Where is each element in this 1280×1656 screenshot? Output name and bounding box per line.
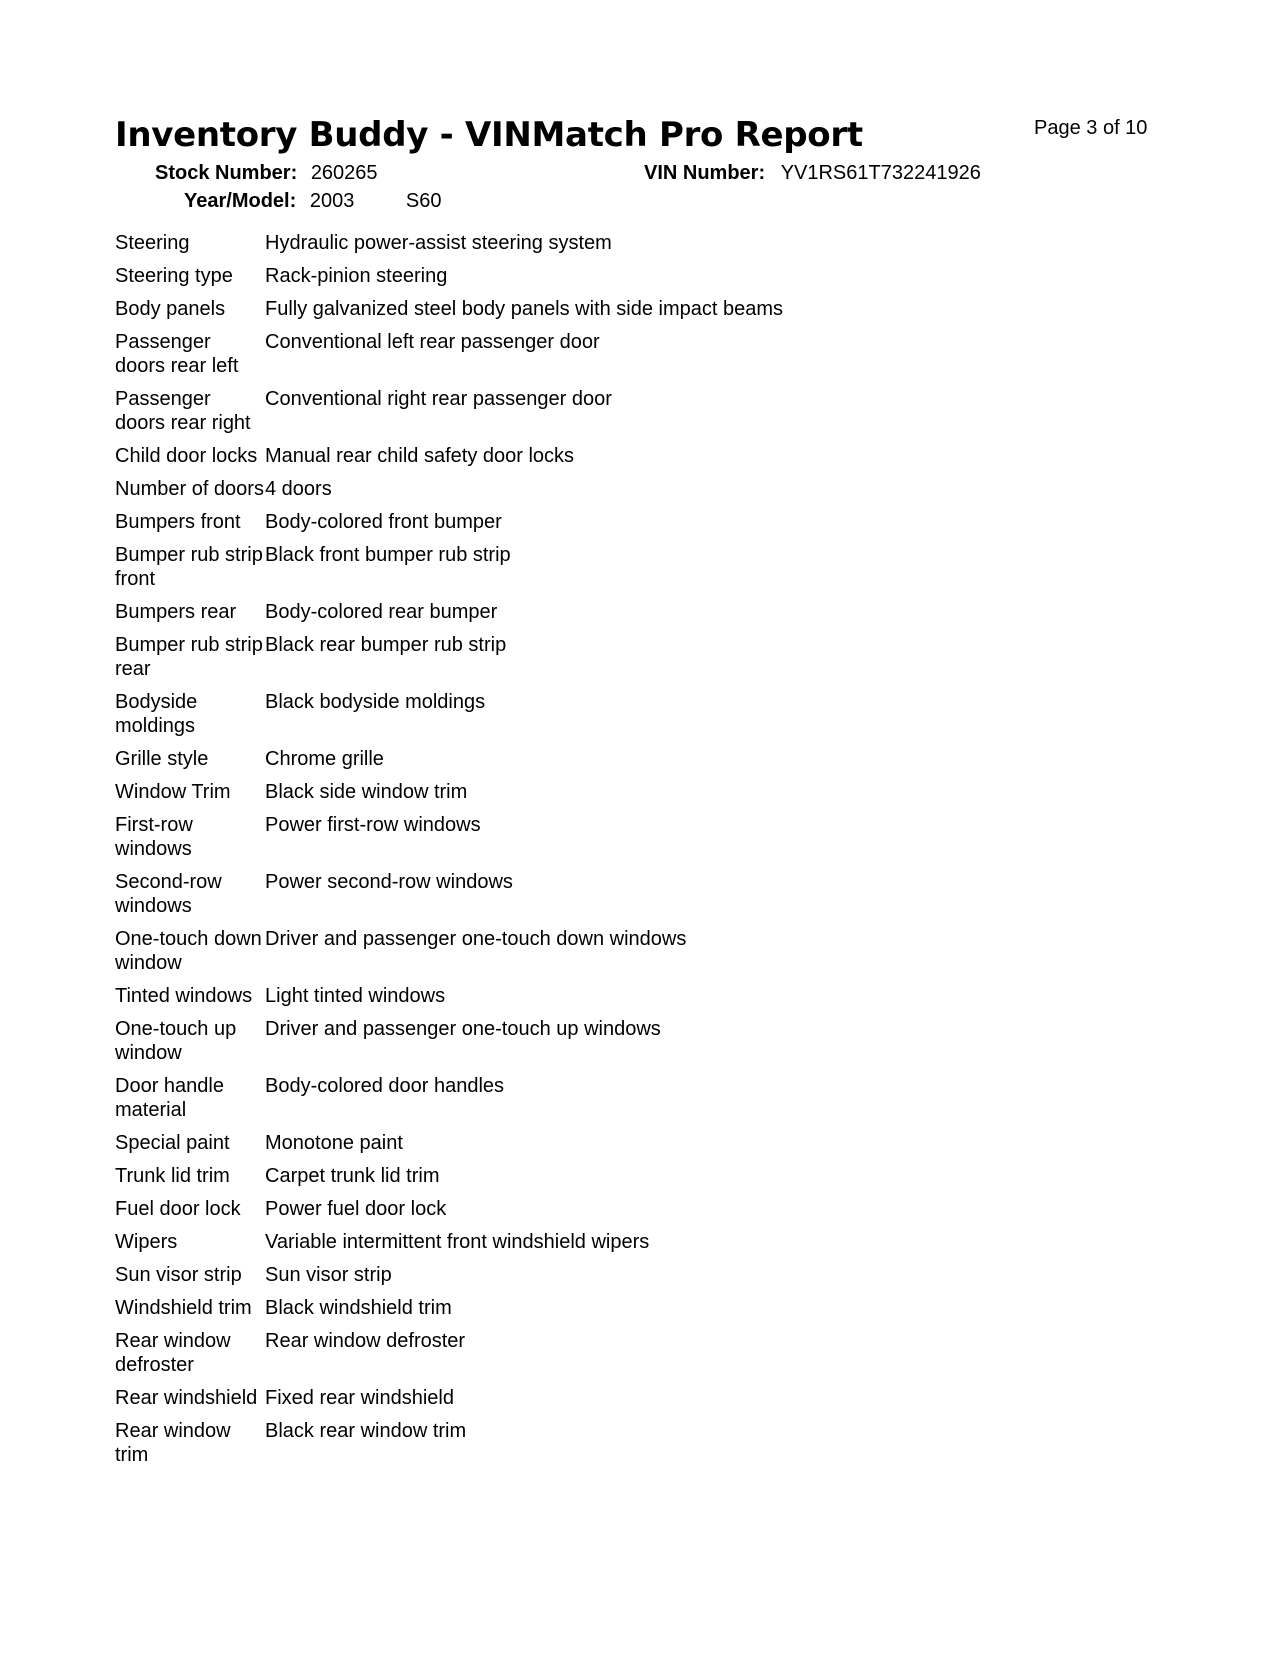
spec-value: Hydraulic power-assist steering system bbox=[265, 232, 612, 254]
spec-name: Bumper rub strip front bbox=[115, 544, 263, 590]
spec-row bbox=[115, 543, 1095, 600]
spec-row bbox=[115, 510, 1095, 543]
spec-row bbox=[115, 1386, 1095, 1419]
spec-row bbox=[115, 780, 1095, 813]
year-model-row bbox=[184, 190, 441, 213]
model-value: S60 bbox=[405, 190, 442, 212]
spec-name: Tinted windows bbox=[115, 985, 253, 1007]
spec-name: Special paint bbox=[115, 1132, 230, 1154]
spec-value: Monotone paint bbox=[265, 1132, 403, 1154]
spec-table-body bbox=[115, 231, 1095, 1476]
spec-name: Fuel door lock bbox=[115, 1198, 241, 1220]
spec-name: Second-row windows bbox=[115, 871, 222, 917]
spec-name: Sun visor strip bbox=[115, 1264, 242, 1286]
spec-name: First-row windows bbox=[115, 814, 193, 860]
vin-number-label: VIN Number: bbox=[644, 162, 766, 184]
spec-name: Rear windshield bbox=[115, 1387, 258, 1409]
spec-value: Black bodyside moldings bbox=[265, 691, 486, 713]
spec-row bbox=[115, 927, 1095, 984]
stock-number-label: Stock Number: bbox=[155, 162, 298, 184]
page-number: Page 3 of 10 bbox=[1034, 117, 1148, 139]
spec-value: Conventional right rear passenger door bbox=[265, 388, 612, 410]
spec-value: Conventional left rear passenger door bbox=[265, 331, 600, 353]
spec-row bbox=[115, 444, 1095, 477]
spec-row bbox=[115, 1164, 1095, 1197]
spec-name: Wipers bbox=[115, 1231, 178, 1253]
spec-row bbox=[115, 297, 1095, 330]
stock-number-row bbox=[155, 162, 378, 185]
spec-row bbox=[115, 1263, 1095, 1296]
spec-value: Manual rear child safety door locks bbox=[265, 445, 575, 467]
spec-row bbox=[115, 477, 1095, 510]
spec-name: Bumpers rear bbox=[115, 601, 237, 623]
spec-name: Passenger doors rear left bbox=[115, 331, 239, 377]
spec-name: Window Trim bbox=[115, 781, 231, 803]
spec-row bbox=[115, 1197, 1095, 1230]
spec-name: Child door locks bbox=[115, 445, 258, 467]
spec-row bbox=[115, 690, 1095, 747]
spec-value: Body-colored door handles bbox=[265, 1075, 505, 1097]
spec-name: Bumpers front bbox=[115, 511, 241, 533]
spec-value: Sun visor strip bbox=[265, 1264, 392, 1286]
spec-value: Driver and passenger one-touch down windows bbox=[265, 928, 687, 950]
spec-value: Light tinted windows bbox=[265, 985, 446, 1007]
stock-number-value: 260265 bbox=[310, 162, 378, 184]
spec-value: Driver and passenger one-touch up windows bbox=[265, 1018, 661, 1040]
spec-name: Steering bbox=[115, 232, 190, 254]
spec-value: Power second-row windows bbox=[265, 871, 513, 893]
spec-name: One-touch up window bbox=[115, 1018, 237, 1064]
spec-value: Carpet trunk lid trim bbox=[265, 1165, 440, 1187]
spec-row bbox=[115, 1017, 1095, 1074]
spec-table bbox=[115, 231, 1095, 1476]
spec-value: Variable intermittent front windshield wipers bbox=[265, 1231, 650, 1253]
spec-name: Steering type bbox=[115, 265, 233, 287]
spec-name: Door handle material bbox=[115, 1075, 224, 1121]
spec-row bbox=[115, 1329, 1095, 1386]
spec-row bbox=[115, 747, 1095, 780]
spec-value: Black front bumper rub strip bbox=[265, 544, 511, 566]
spec-row bbox=[115, 1074, 1095, 1131]
spec-row bbox=[115, 1296, 1095, 1329]
spec-value: Body-colored front bumper bbox=[265, 511, 502, 533]
spec-name: Trunk lid trim bbox=[115, 1165, 230, 1187]
spec-name: Bodyside moldings bbox=[115, 691, 198, 737]
spec-row bbox=[115, 633, 1095, 690]
spec-value: Fixed rear windshield bbox=[265, 1387, 454, 1409]
spec-name: Body panels bbox=[115, 298, 226, 320]
spec-value: Black side window trim bbox=[265, 781, 468, 803]
spec-row bbox=[115, 870, 1095, 927]
spec-value: Rear window defroster bbox=[265, 1330, 466, 1352]
spec-row bbox=[115, 231, 1095, 264]
spec-name: Passenger doors rear right bbox=[115, 388, 251, 434]
year-model-label: Year/Model: bbox=[184, 190, 297, 212]
spec-row bbox=[115, 1419, 1095, 1476]
spec-value: 4 doors bbox=[265, 478, 332, 500]
spec-name: Rear window defroster bbox=[115, 1330, 231, 1376]
spec-name: Rear window trim bbox=[115, 1420, 231, 1466]
spec-row bbox=[115, 984, 1095, 1017]
spec-row bbox=[115, 1230, 1095, 1263]
spec-value: Power fuel door lock bbox=[265, 1198, 447, 1220]
spec-name: Bumper rub strip rear bbox=[115, 634, 263, 680]
spec-value: Black rear window trim bbox=[265, 1420, 467, 1442]
spec-name: Number of doors bbox=[115, 478, 264, 500]
spec-row bbox=[115, 1131, 1095, 1164]
spec-row bbox=[115, 330, 1095, 387]
spec-value: Body-colored rear bumper bbox=[265, 601, 498, 623]
spec-name: Grille style bbox=[115, 748, 209, 770]
year-value: 2003 bbox=[309, 190, 355, 212]
spec-value: Rack-pinion steering bbox=[265, 265, 448, 287]
spec-row bbox=[115, 813, 1095, 870]
vin-number-value: YV1RS61T732241926 bbox=[780, 162, 981, 184]
vin-number-row bbox=[644, 162, 981, 185]
spec-name: One-touch down window bbox=[115, 928, 262, 974]
spec-value: Black windshield trim bbox=[265, 1297, 452, 1319]
spec-row bbox=[115, 264, 1095, 297]
spec-value: Fully galvanized steel body panels with side impact beams bbox=[265, 298, 784, 320]
spec-value: Chrome grille bbox=[265, 748, 384, 770]
spec-row bbox=[115, 600, 1095, 633]
spec-name: Windshield trim bbox=[115, 1297, 252, 1319]
spec-value: Black rear bumper rub strip bbox=[265, 634, 507, 656]
spec-row bbox=[115, 387, 1095, 444]
spec-value: Power first-row windows bbox=[265, 814, 481, 836]
report-title: Inventory Buddy - VINMatch Pro Report bbox=[115, 115, 863, 155]
